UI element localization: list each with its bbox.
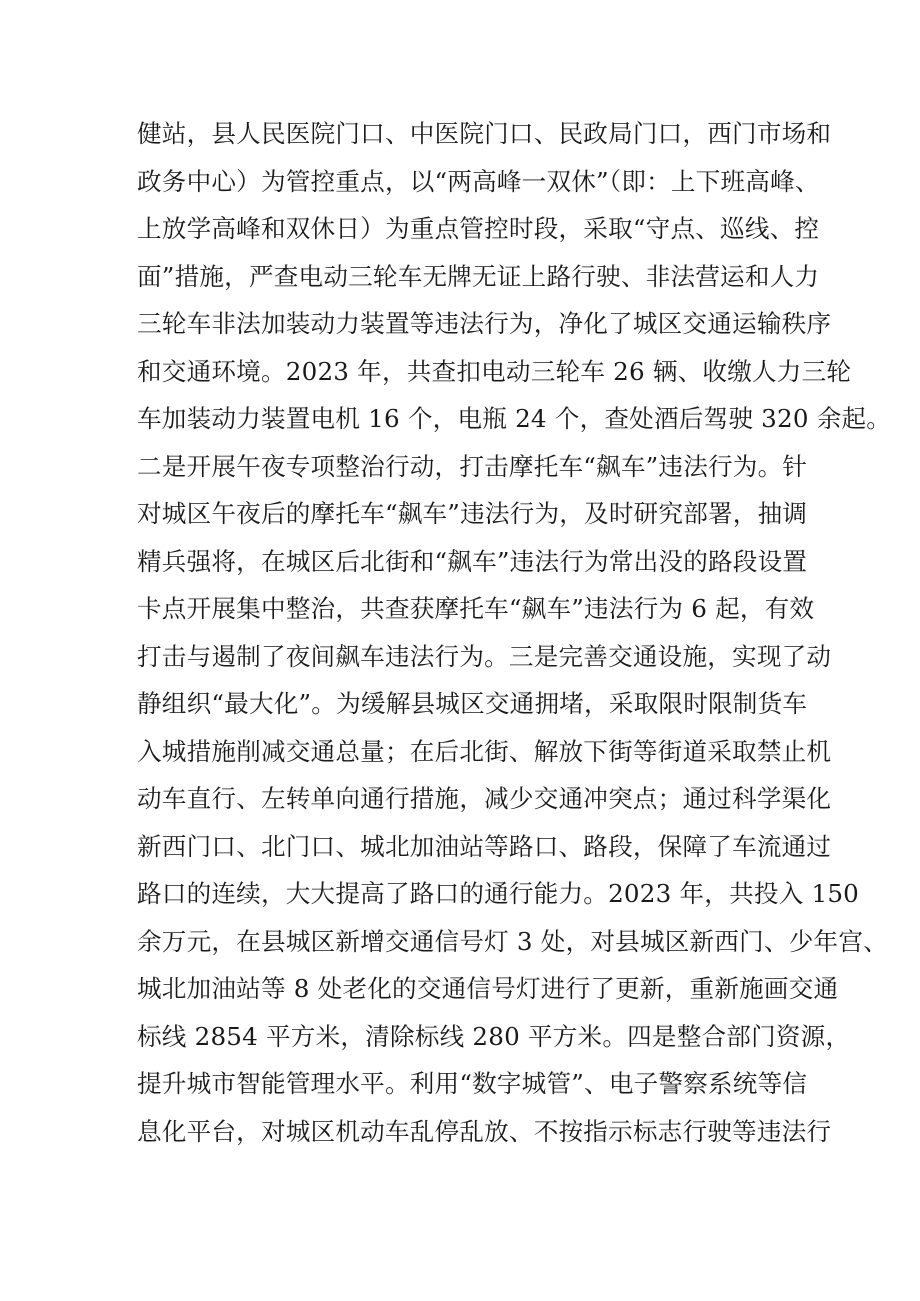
text-line: 入城措施削减交通总量；在后北街、解放下街等街道采取禁止机 [137, 736, 832, 766]
text-line: 余万元，在县城区新增交通信号灯 3 处，对县城区新西门、少年宫、 [137, 926, 888, 956]
text-line: 城北加油站等 8 处老化的交通信号灯进行了更新，重新施画交通 [137, 974, 839, 1003]
text-line: 二是开展午夜专项整治行动，打击摩托车“飙车”违法行为。针 [137, 451, 808, 481]
text-line: 三轮车非法加装动力装置等违法行为，净化了城区交通运输秩序 [137, 309, 832, 338]
text-line: 打击与遏制了夜间飙车违法行为。三是完善交通设施，实现了动 [137, 641, 832, 671]
text-line: 车加装动力装置电机 16 个，电瓶 24 个，查处酒后驾驶 320 余起。 [137, 404, 892, 433]
text-line: 新西门口、北门口、城北加油站等路口、路段，保障了车流通过 [137, 831, 832, 861]
text-line: 对城区午夜后的摩托车“飙车”违法行为，及时研究部署，抽调 [137, 499, 808, 528]
text-line: 提升城市智能管理水平。利用“数字城管”、电子警察系统等信 [137, 1069, 808, 1098]
text-line: 面”措施，严查电动三轮车无牌无证上路行驶、非法营运和人力 [137, 261, 820, 291]
text-line: 精兵强将，在城区后北街和“飙车”违法行为常出没的路段设置 [137, 546, 808, 576]
text-line: 标线 2854 平方米，清除标线 280 平方米。四是整合部门资源， [137, 1021, 851, 1051]
text-line: 静组织“最大化”。为缓解县城区交通拥堵，采取限时限制货车 [137, 689, 808, 718]
text-line: 路口的连续，大大提高了路口的通行能力。2023 年，共投入 150 [137, 879, 860, 908]
text-line: 健站，县人民医院门口、中医院门口、民政局门口，西门市场和 [137, 119, 832, 148]
text-line: 上放学高峰和双休日）为重点管控时段，采取“守点、巡线、控 [137, 214, 820, 243]
body-text [137, 110, 892, 1155]
text-line: 和交通环境。2023 年，共查扣电动三轮车 26 辆、收缴人力三轮 [137, 356, 852, 386]
text-line: 息化平台，对城区机动车乱停乱放、不按指示标志行驶等违法行 [137, 1116, 832, 1146]
text-line: 动车直行、左转单向通行措施，减少交通冲突点；通过科学渠化 [137, 784, 832, 813]
text-line: 政务中心）为管控重点，以“两高峰一双休”（即：上下班高峰、 [137, 166, 820, 196]
text-line: 卡点开展集中整治，共查获摩托车“飙车”违法行为 6 起，有效 [137, 594, 815, 623]
